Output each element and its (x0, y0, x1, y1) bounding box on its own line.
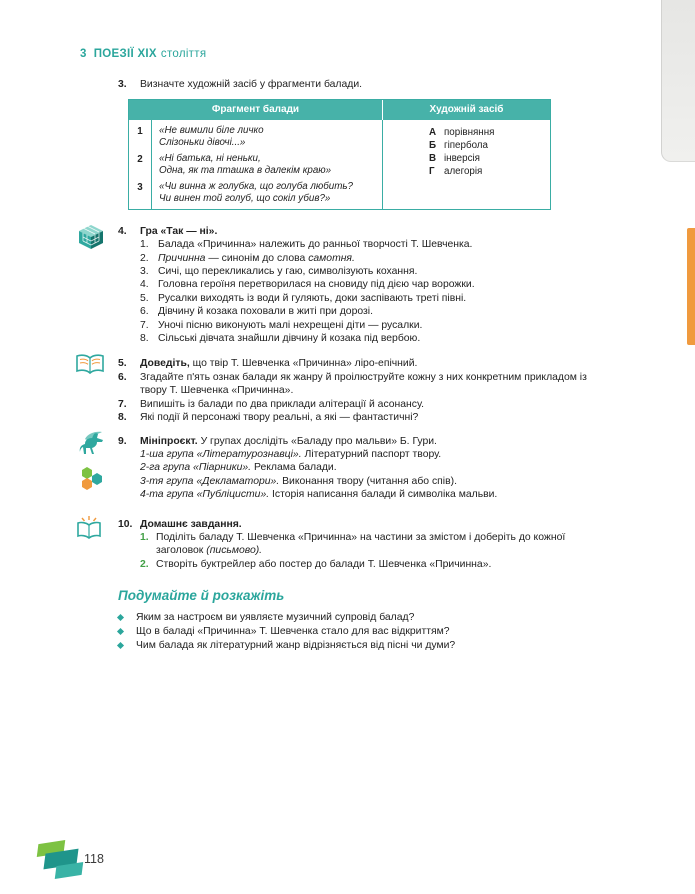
publisher-logo (36, 838, 90, 884)
device-term: алегорія (444, 166, 483, 178)
fragment-line: «Ні батька, ні неньки, (159, 152, 261, 164)
table-header-device: Художній засіб (429, 104, 504, 116)
device-letter: В (429, 153, 437, 165)
list-item: 1. Поділіть баладу Т. Шевченка «Причинна» на частини за змістом і доберіть до кожної заголовок (письмово). (140, 531, 566, 557)
bullet-item: Яким за настроєм ви уявляєте музичний супровід балад? (118, 611, 592, 625)
chapter-title: ПОЕЗІЇ XIX (93, 48, 157, 60)
fragment-line: «Чи винна ж голубка, що голуба любить? (159, 180, 353, 192)
task-3-text: Визначте художній засіб у фрагменти балади. (140, 79, 363, 90)
fragment-text (151, 181, 353, 205)
diamond-bullet-icon (117, 642, 124, 649)
device-item (429, 152, 550, 165)
task-10: 10. Домашнє завдання. 1. Поділіть баладу Т. Шевченка «Причинна» на частини за змістом і доберіть до кожної заголовок (письмово). 2. Створіть буктрейлер або постер до балади Т. Шевченка «Причинна». (118, 518, 592, 572)
task-4-list (140, 238, 592, 345)
device-item (429, 165, 550, 178)
cube-icon (78, 224, 104, 254)
fragment-text (151, 153, 331, 177)
chapter-header (80, 48, 206, 60)
task-5: 5. Доведіть, що твір Т. Шевченка «Причинна» ліро-епічний. (118, 358, 418, 370)
device-letter: А (429, 126, 437, 138)
table-row (129, 153, 382, 177)
bullet-item: Що в баладі «Причинна» Т. Шевченка стало для вас відкриттям? (118, 625, 592, 639)
list-item: 6. Дівчину й козака поховали в житі при дорозі. (140, 306, 373, 318)
task-4-number: 4. (118, 225, 127, 237)
page-content (118, 78, 592, 653)
group-line: 3-тя група «Декламатори». Виконання твору (читання або спів). (140, 475, 457, 487)
table-header-row (129, 100, 550, 119)
task-8: 8. Які події й персонажі твору реальні, а які — фантастичні? (118, 412, 419, 424)
task-7: 7. Випишіть із балади по два приклади алітерації й асонансу. (118, 398, 425, 410)
list-item: 3. Сичі, що перекликались у гаю, символізують кохання. (140, 266, 418, 278)
diamond-bullet-icon (117, 614, 124, 621)
pegasus-icon (76, 430, 108, 462)
fragment-text (151, 125, 264, 149)
exercise-table (128, 99, 551, 209)
device-item (429, 139, 550, 152)
task-9: 9. Мініпроєкт. У групах дослідіть «Баладу про мальви» Б. Гури. 1-ша група «Літературознавці». Літературний паспорт твору. 2-га група «Піарники». Реклама балади. 3-тя група «Декламатори». Виконання твору (читання або спів). 4-та група «Публіцисти». Історія написання балади й символіка мальви. (118, 435, 592, 502)
task-9-groups (140, 448, 592, 502)
chapter-number: 3 (80, 48, 87, 60)
fragment-line: «Не вимили біле личко (159, 124, 264, 136)
bullet-list (118, 611, 592, 653)
table-header-fragment: Фрагмент балади (129, 100, 383, 119)
fragment-line: Слізоньки дівочі...» (159, 136, 246, 148)
page-curl-artifact (661, 0, 695, 162)
fragment-line: Одна, як та пташка в далекім краю» (159, 164, 332, 176)
task-4-title: Гра «Так — ні». (140, 225, 218, 237)
group-line: 4-та група «Публіцисти». Історія написання балади й символіка мальви. (140, 489, 498, 501)
task-3 (118, 78, 592, 210)
task-3-number: 3. (118, 79, 127, 90)
adjacent-page-tab (687, 228, 695, 345)
list-item: 4. Головна героїня перетворилася на сновиду під дією чар ворожки. (140, 279, 475, 291)
group-line: 2-га група «Піарники». Реклама балади. (140, 462, 337, 474)
groups-hexagons-icon (78, 465, 104, 495)
open-book-icon (75, 354, 105, 380)
task-4 (118, 225, 592, 346)
bullet-item: Чим балада як літературний жанр відрізняється від пісні чи думи? (118, 639, 592, 653)
task-6: 6. Згадайте п'ять ознак балади як жанру й проілюструйте кожну з них конкретним прикладом із твору Т. Шевченка «Причинна». (118, 371, 587, 397)
device-item (429, 126, 550, 139)
list-item: 8. Сільські дівчата знайшли дівчину й козака під вербою. (140, 333, 421, 345)
fragments-column (129, 120, 383, 209)
list-item: 2. Причинна — синонім до слова самотня. (140, 252, 355, 264)
group-line: 1-ша група «Літературознавці». Літературний паспорт твору. (140, 448, 442, 460)
fragment-line: Чи винен той голуб, що сокіл убив?» (159, 192, 331, 204)
list-item: 5. Русалки виходять із води й гуляють, доки заспівають треті півні. (140, 292, 467, 304)
logo-shape (55, 862, 83, 879)
homework-book-icon (75, 515, 103, 545)
section-heading: Подумайте й розкажіть (118, 588, 285, 604)
tasks-5-8 (118, 357, 592, 424)
diamond-bullet-icon (117, 628, 124, 635)
list-item: 7. Уночі пісню виконують малі нехрещені діти — русалки. (140, 319, 423, 331)
table-row (129, 125, 382, 149)
page-number: 118 (84, 852, 104, 866)
device-term: гіпербола (444, 140, 488, 152)
chapter-subtitle: століття (160, 48, 207, 60)
task-10-list (140, 531, 592, 571)
list-item: 1. Балада «Причинна» належить до ранньої творчості Т. Шевченка. (140, 239, 473, 251)
fragment-number: 2 (137, 153, 143, 165)
device-letter: Г (429, 166, 435, 178)
table-body (129, 120, 550, 209)
devices-column (383, 120, 550, 209)
fragment-number: 3 (137, 181, 143, 193)
device-term: порівняння (444, 126, 495, 138)
fragment-number: 1 (137, 125, 143, 137)
device-term: інверсія (444, 153, 480, 165)
list-item: 2. Створіть буктрейлер або постер до балади Т. Шевченка «Причинна». (140, 558, 492, 570)
table-row (129, 181, 382, 205)
think-and-tell (118, 589, 592, 652)
device-letter: Б (429, 140, 437, 152)
